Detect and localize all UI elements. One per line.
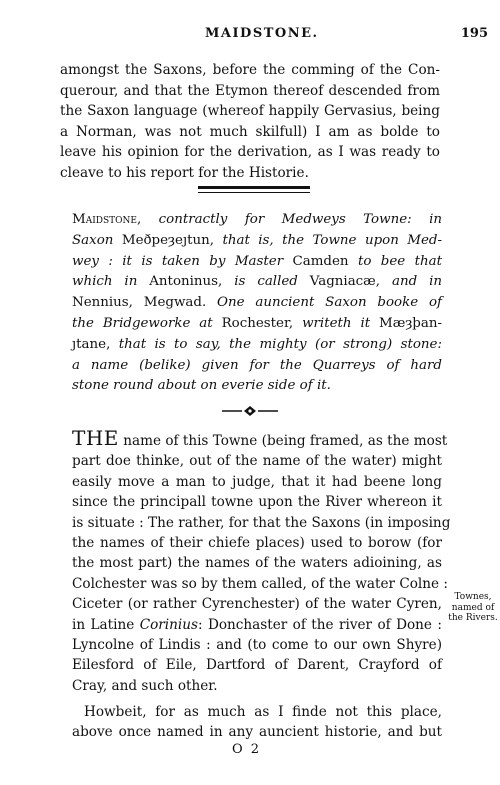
- text-line: the Bridgeworke at Rochester, writeth it Mæȝþan-: [72, 315, 442, 331]
- text-line: Maidstone, contractly for Medweys Towne: in: [72, 212, 442, 227]
- text-line: Colchester was so by them called, of the water Colne :: [72, 575, 448, 592]
- text-line: Saxon Meðpeȝeȷtun, that is, the Towne upon Med-: [72, 232, 443, 248]
- dropcap: THE: [72, 426, 119, 450]
- text-line: a Norman, was not much skilfull) I am as bolde to: [60, 123, 440, 140]
- text-line: part doe thinke, out of the name of the water) might: [72, 453, 442, 470]
- text-line: above once named in any auncient historie, and but: [72, 724, 442, 741]
- ornament-divider: [220, 405, 280, 417]
- text-line: easily move a man to judge, that it had beene long: [72, 473, 442, 490]
- running-head: MAIDSTONE.: [205, 26, 319, 41]
- margin-note: Townes, named of the Rivers.: [448, 592, 498, 623]
- text-line: the names of their chiefe places) used to borow (for: [72, 535, 442, 552]
- text-line: stone round about on everie side of it.: [72, 378, 331, 394]
- page-header: [60, 26, 500, 46]
- text-line: the most part) the names of the waters adioining, as: [72, 555, 442, 572]
- text-line: Cray, and such other.: [72, 677, 218, 694]
- text-line: amongst the Saxons, before the comming of the Con-: [60, 62, 440, 78]
- text-line: which in Antoninus, is called Vagniacæ, and in: [72, 274, 442, 290]
- text-line: in Latine Corinius: Donchaster of the river of Done :: [72, 616, 442, 633]
- saxon-word: Mæȝþan-: [379, 315, 442, 331]
- text-line: since the principall towne upon the River whereon it: [72, 494, 442, 511]
- saxon-word: Meðpeȝeȷtun,: [121, 232, 214, 248]
- signature-mark: O 2: [232, 742, 262, 757]
- text-line: querour, and that the Etymon thereof descended from: [60, 82, 440, 99]
- section-rule-thin: [198, 192, 310, 193]
- text-line: THE name of this Towne (being framed, as the most: [72, 426, 448, 450]
- page-number: 195: [460, 26, 488, 41]
- text-line: Ciceter (or rather Cyrenchester) of the water Cyren,: [72, 596, 442, 613]
- text-line: Nennius, Megwad. One auncient Saxon booke of: [72, 295, 442, 311]
- text-line: cleave to his report for the Historie.: [60, 164, 309, 181]
- paragraph-continued: [60, 60, 440, 184]
- next-paragraph: [72, 702, 442, 743]
- etymology-paragraph: [72, 210, 442, 397]
- text-line: Eilesford of Eile, Dartford of Darent, Crayford of: [72, 657, 442, 674]
- main-paragraph: [72, 426, 451, 696]
- text-line: leave his opinion for the derivation, as I was ready to: [60, 144, 440, 161]
- section-rule-thick: [198, 186, 310, 189]
- text-line: Lyncolne of Lindis : and (to come to our own Shyre): [72, 637, 442, 654]
- text-line: a name (belike) given for the Quarreys of hard: [72, 357, 442, 373]
- text-line: is situate : The rather, for that the Saxons (in imposing: [72, 514, 451, 531]
- place-name: Maidstone,: [72, 212, 142, 227]
- text-line: Howbeit, for as much as I finde not this place,: [84, 704, 442, 720]
- text-line: ȷtane, that is to say, the mighty (or strong) stone:: [72, 336, 442, 352]
- text-line: the Saxon language (whereof happily Gervasius, being: [60, 103, 440, 120]
- text-line: wey : it is taken by Master Camden to bee that: [72, 253, 442, 269]
